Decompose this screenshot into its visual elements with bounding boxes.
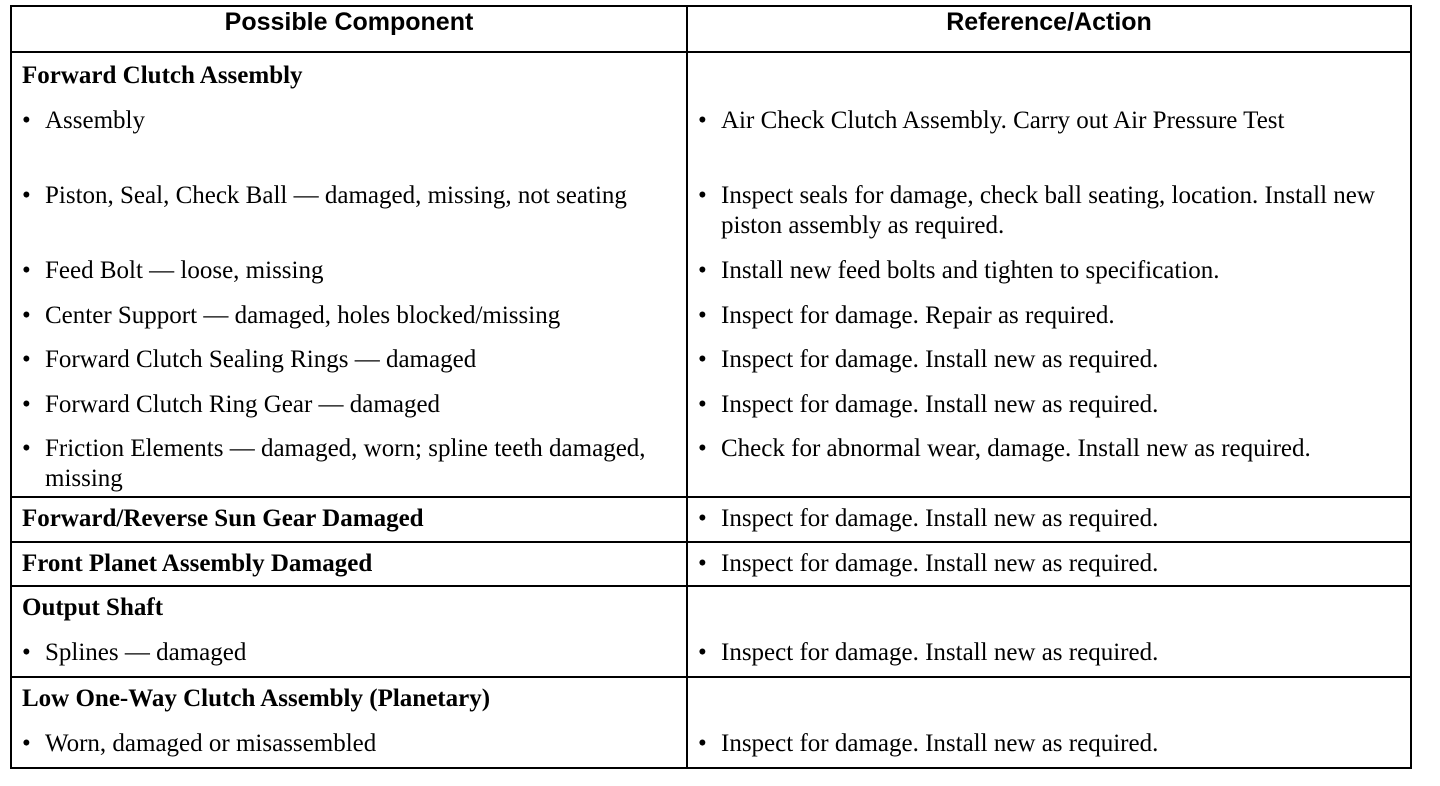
action-text: Inspect for damage. Repair as required.: [721, 302, 1115, 329]
component-cell: [11, 542, 687, 587]
table-row: [11, 52, 1411, 497]
component-text: Feed Bolt — loose, missing: [45, 257, 324, 284]
list-item: [22, 390, 676, 434]
table-row: [11, 677, 1411, 768]
action-text: Inspect seals for damage, check ball seating, location. Install new piston assembly as required.: [721, 182, 1375, 239]
component-text: Center Support — damaged, holes blocked/missing: [45, 302, 561, 329]
action-cell: [687, 677, 1411, 768]
bullet: •: [22, 257, 31, 284]
component-cell: [11, 52, 687, 497]
list-item: [698, 256, 1400, 301]
component-cell: [11, 677, 687, 768]
list-item: [22, 181, 676, 256]
action-text: Install new feed bolts and tighten to specification.: [721, 257, 1220, 284]
component-text: Assembly: [45, 107, 145, 134]
bullet: •: [22, 182, 31, 209]
table-row: [11, 542, 1411, 587]
action-text: Inspect for damage. Install new as required.: [721, 730, 1159, 757]
action-text: Check for abnormal wear, damage. Install new as required.: [721, 435, 1311, 462]
list-item: [698, 549, 1400, 579]
component-cell: [11, 586, 687, 677]
diagnosis-table: [10, 5, 1412, 769]
bullet: •: [698, 730, 707, 757]
action-text: Inspect for damage. Install new as required.: [721, 639, 1159, 666]
action-text: Inspect for damage. Install new as required.: [721, 505, 1159, 532]
component-text: Friction Elements — damaged, worn; spline teeth damaged, missing: [45, 435, 646, 492]
list-item: [22, 434, 676, 496]
table-header-row: [11, 6, 1411, 52]
list-item: [22, 256, 676, 301]
action-cell: [687, 542, 1411, 587]
component-text: Splines — damaged: [45, 639, 247, 666]
bullet: •: [22, 302, 31, 329]
list-item: [22, 638, 676, 676]
list-item: [698, 345, 1400, 390]
table-row: [11, 586, 1411, 677]
bullet: •: [22, 435, 31, 462]
section-title-low-oneway: Low One-Way Clutch Assembly (Planetary): [22, 685, 491, 712]
bullet: •: [698, 391, 707, 418]
action-cell: [687, 497, 1411, 542]
component-text: Forward Clutch Sealing Rings — damaged: [45, 346, 477, 373]
bullet: •: [698, 549, 707, 577]
list-item: [698, 638, 1400, 676]
list-item: [698, 729, 1400, 767]
bullet: •: [22, 639, 31, 666]
action-text: Inspect for damage. Install new as required.: [721, 346, 1159, 373]
component-text: Worn, damaged or misassembled: [45, 730, 377, 757]
list-item: [698, 390, 1400, 434]
list-item: [22, 729, 676, 767]
component-cell: [11, 497, 687, 542]
list-item: [698, 181, 1400, 256]
bullet: •: [698, 346, 707, 373]
action-cell: [687, 586, 1411, 677]
list-item: [698, 301, 1400, 345]
section-title-output-shaft: Output Shaft: [22, 594, 164, 621]
bullet: •: [698, 182, 707, 209]
bullet: •: [22, 346, 31, 373]
bullet: •: [22, 107, 31, 134]
action-text: Inspect for damage. Install new as required.: [721, 391, 1159, 418]
action-cell: [687, 52, 1411, 497]
section-title-forward-clutch: Forward Clutch Assembly: [22, 62, 303, 89]
component-text: Piston, Seal, Check Ball — damaged, missing, not seating: [45, 182, 627, 209]
section-title-sun-gear: Forward/Reverse Sun Gear Damaged: [22, 505, 424, 532]
list-item: [22, 106, 676, 181]
bullet: •: [698, 505, 707, 532]
list-item: [698, 106, 1400, 181]
component-text: Forward Clutch Ring Gear — damaged: [45, 391, 441, 418]
list-item: [698, 504, 1400, 534]
action-text: Inspect for damage. Install new as required.: [721, 549, 1159, 577]
bullet: •: [22, 730, 31, 757]
table-row: [11, 497, 1411, 542]
list-item: [698, 434, 1400, 496]
header-reference-action: Reference/Action: [687, 6, 1411, 52]
list-item: [22, 301, 676, 345]
bullet: •: [698, 302, 707, 329]
bullet: •: [698, 435, 707, 462]
bullet: •: [698, 107, 707, 134]
section-title-front-planet: Front Planet Assembly Damaged: [22, 549, 373, 577]
header-possible-component: Possible Component: [11, 6, 687, 52]
bullet: •: [698, 639, 707, 666]
bullet: •: [22, 391, 31, 418]
action-text: Air Check Clutch Assembly. Carry out Air Pressure Test: [721, 107, 1285, 134]
list-item: [22, 345, 676, 390]
bullet: •: [698, 257, 707, 284]
